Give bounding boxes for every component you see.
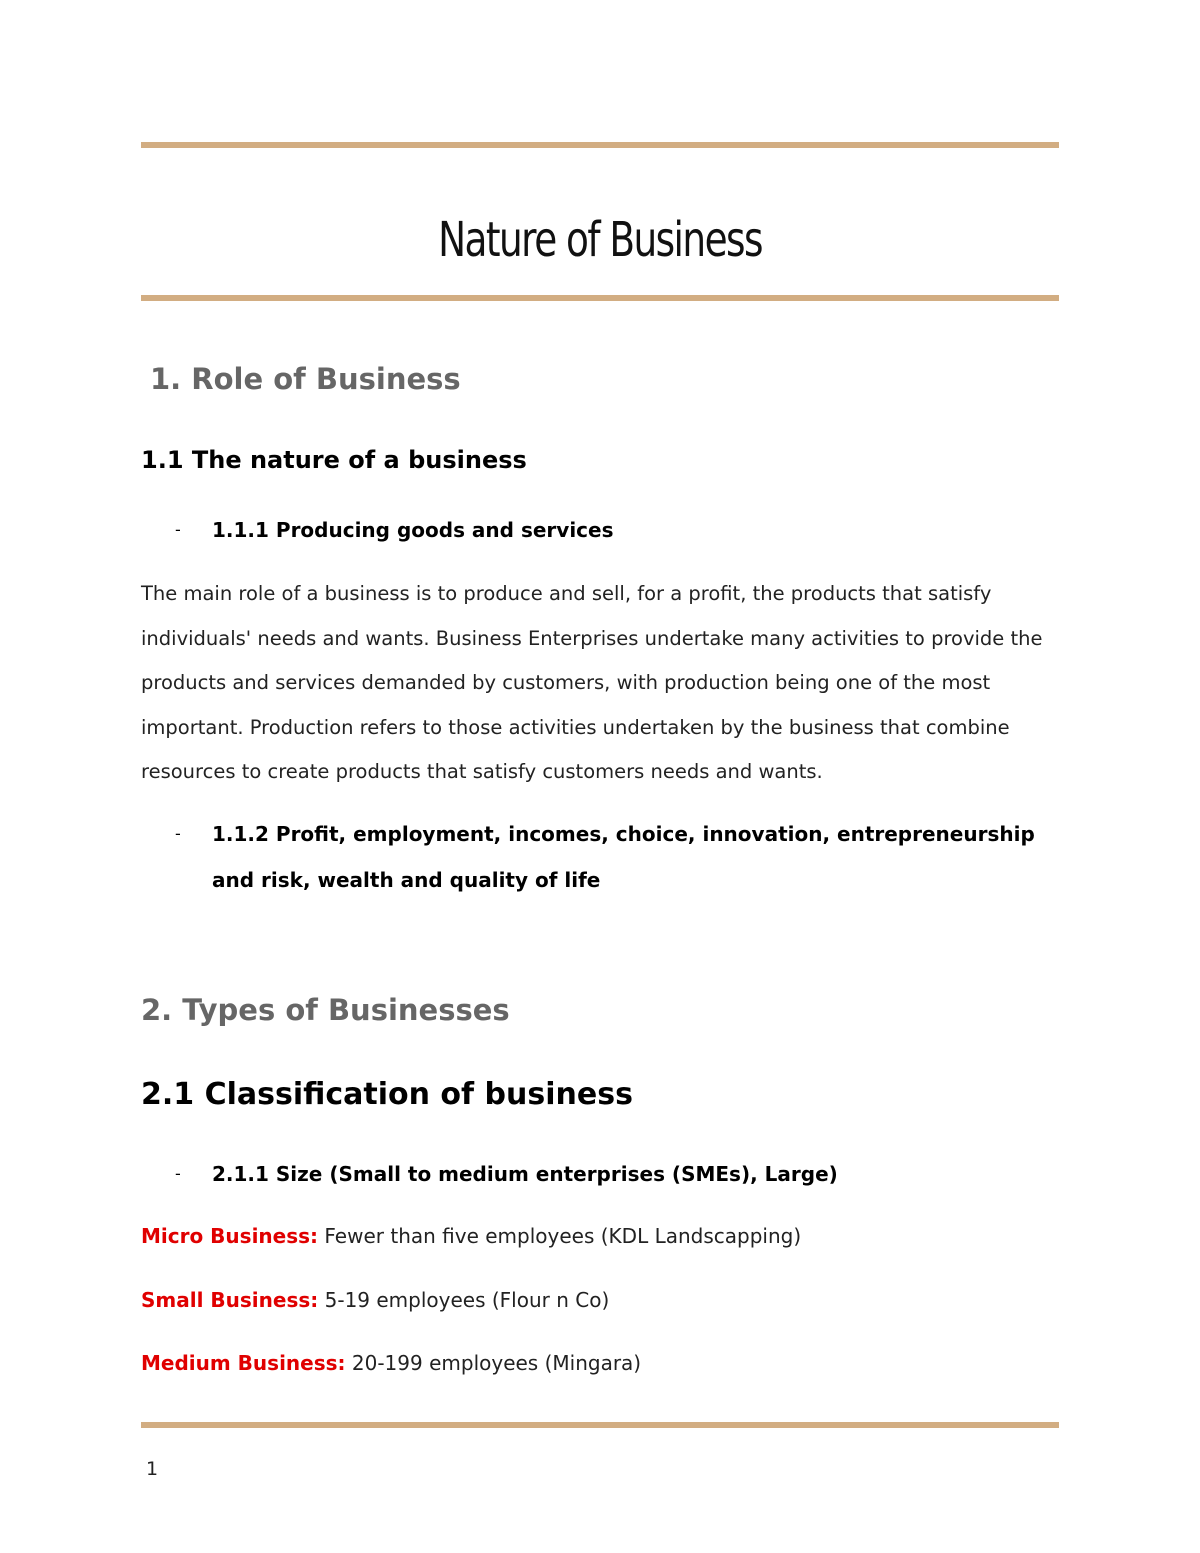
definition-text: 5-19 employees (Flour n Co) — [318, 1288, 610, 1312]
definition-text: 20-199 employees (Mingara) — [345, 1351, 642, 1375]
section-heading-role-of-business: 1. Role of Business — [150, 362, 461, 396]
definition-small-business — [141, 1288, 1059, 1312]
role-of-business-paragraph: The main role of a business is to produce and sell, for a profit, the products that satisfy individuals' needs and wants. Business Enterprises undertake many activities to provide the products and services demanded by customers, with production being one of the most important. Production refers to those activities undertaken by the business that combine resources to create products that satisfy customers needs and wants. — [141, 582, 1043, 783]
bullet-profit-employment — [141, 811, 1059, 903]
definition-term: Small Business: — [141, 1288, 319, 1312]
subsection-heading-classification: 2.1 Classification of business — [141, 1077, 633, 1112]
page-number: 1 — [146, 1458, 159, 1480]
bullet-marker: - — [175, 520, 181, 539]
subsection-heading-nature-of-business: 1.1 The nature of a business — [141, 446, 527, 474]
document-title: Nature of Business — [438, 212, 762, 268]
top-divider — [141, 142, 1059, 148]
bullet-text: 2.1.1 Size (Small to medium enterprises (SMEs), Large) — [212, 1162, 838, 1186]
bullet-text: 1.1.1 Producing goods and services — [212, 518, 614, 542]
definition-micro-business — [141, 1224, 1059, 1248]
title-divider — [141, 295, 1059, 301]
bullet-marker: - — [175, 1164, 181, 1183]
section-heading-types-of-businesses: 2. Types of Businesses — [141, 993, 510, 1027]
bullet-text: 1.1.2 Profit, employment, incomes, choice, innovation, entrepreneurship and risk, wealth and quality of life — [212, 822, 1035, 892]
bullet-producing-goods — [141, 507, 1059, 553]
definition-term: Medium Business: — [141, 1351, 346, 1375]
definition-term: Micro Business: — [141, 1224, 319, 1248]
definition-medium-business — [141, 1351, 1059, 1375]
bullet-marker: - — [175, 824, 181, 843]
definition-text: Fewer than five employees (KDL Landscapping) — [318, 1224, 802, 1248]
bullet-size — [141, 1151, 1059, 1197]
footer-divider — [141, 1422, 1059, 1428]
